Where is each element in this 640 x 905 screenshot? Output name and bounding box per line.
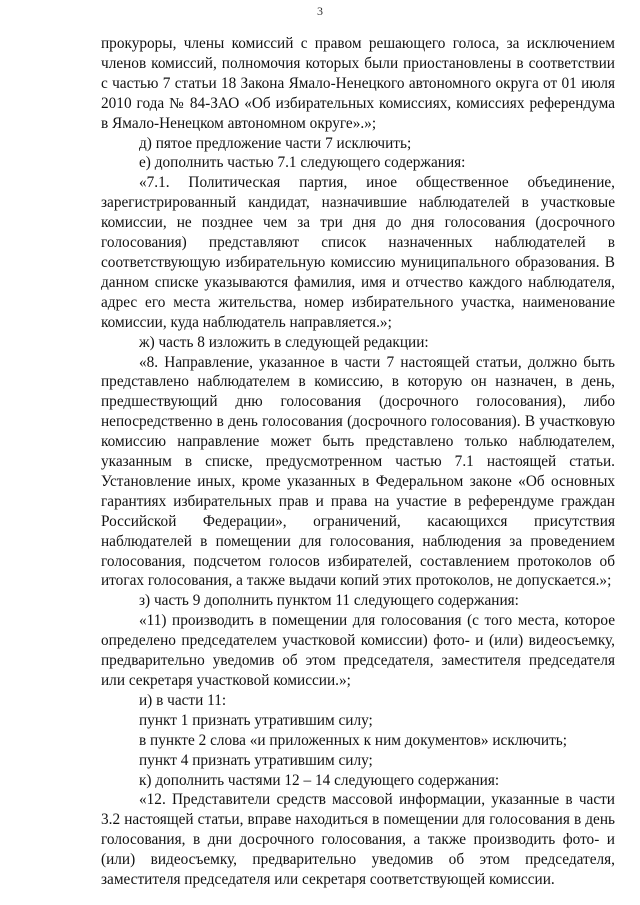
paragraph: и) в части 11: [139,691,227,709]
paragraph: «8. Направление, указанное в части 7 настоящей статьи, должно быть представлено наблюдателем в комиссию, в которую он назначен, в день, предшествующий дню голосования (досрочного голосования), либо непосредственно в день голосования (досрочного голосования). В участковую комиссию направление может быть представлено только наблюдателем, указанным в списке, предусмотренном частью 7.1 настоящей статьи. Установление иных, кроме указанных в Федеральном законе «Об основных гарантиях избирательных прав и права на участие в референдуме граждан Российской Федерации», ограничений, касающихся присутствия наблюдателей в помещении для голосования, наблюдения за проведением голосования, подсчетом голосов избирателей, составлением протоколов об итогах голосования, а также выдачи копий этих протоколов, не допускается.»; [101,353,615,590]
document-body [101,34,615,890]
paragraph: прокуроры, члены комиссий с правом решающего голоса, за исключением членов комиссий, полномочия которых были приостановлены в соответствии с частью 7 статьи 18 Закона Ямало-Ненецкого автономного округа от 01 июля 2010 года № 84-ЗАО «Об избирательных комиссиях, комиссиях референдума в Ямало-Ненецком автономном округе».»; [101,35,615,132]
paragraph: д) пятое предложение части 7 исключить; [139,134,412,152]
paragraph: «7.1. Политическая партия, иное общественное объединение, зарегистрированный кандидат, назначившие наблюдателей в участковые комиссии, не позднее чем за три дня до дня голосования (досрочного голосования) представляют список назначенных наблюдателей в соответствующую избирательную комиссию муниципального образования. В данном списке указываются фамилия, имя и отчество каждого наблюдателя, адрес его места жительства, номер избирательного участка, наименование комиссии, куда наблюдатель направляется.»; [101,174,615,331]
page-number: 3 [317,4,323,18]
paragraph: «11) производить в помещении для голосования (с того места, которое определено председателем участковой комиссии) фото- и (или) видеосъемку, предварительно уведомив об этом председателя, заместителя председателя или секретаря участковой комиссии.»; [101,612,615,689]
paragraph: пункт 1 признать утратившим силу; [139,711,373,729]
paragraph: к) дополнить частями 12 – 14 следующего содержания: [139,771,500,789]
paragraph: пункт 4 признать утратившим силу; [139,751,373,769]
paragraph: «12. Представители средств массовой информации, указанные в части 3.2 настоящей статьи, вправе находиться в помещении для голосования в день голосования, в дни досрочного голосования, а также производить фото- и (или) видеосъемку, предварительно уведомив об этом председателя, заместителя председателя или секретаря соответствующей комиссии. [101,791,615,889]
paragraph: в пункте 2 слова «и приложенных к ним документов» исключить; [139,731,568,749]
paragraph: з) часть 9 дополнить пунктом 11 следующего содержания: [139,592,519,610]
paragraph: ж) часть 8 изложить в следующей редакции: [139,333,429,351]
paragraph: е) дополнить частью 7.1 следующего содержания: [139,154,466,172]
